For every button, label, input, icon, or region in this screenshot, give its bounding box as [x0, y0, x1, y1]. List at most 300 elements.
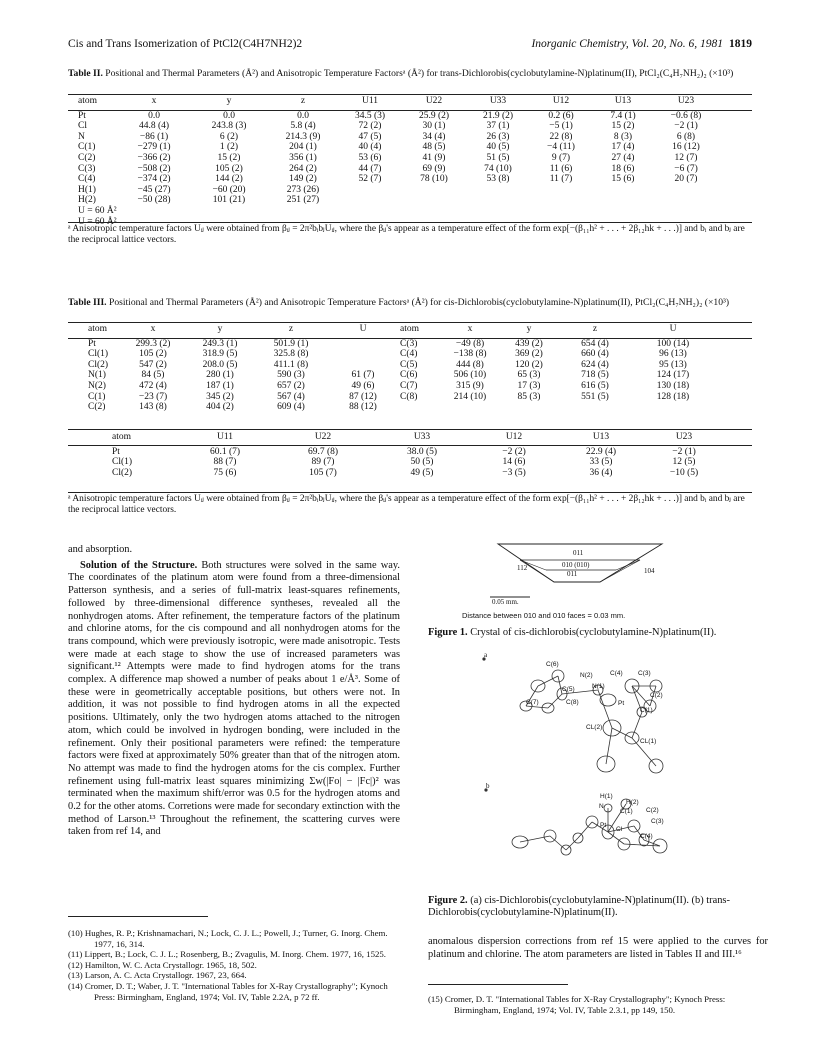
table2-cell: 72 (2) [358, 121, 382, 132]
table3-aniso-cell: 60.1 (7) [209, 446, 241, 457]
table2-cell [592, 195, 654, 206]
table3-cell: 501.9 (1) [273, 338, 309, 349]
table2-cell [592, 185, 654, 196]
table3-row [88, 360, 718, 371]
table3-top-rule [68, 322, 752, 323]
table2-row [78, 164, 718, 175]
table2-cell: 15 (2) [611, 121, 635, 132]
table3-cell: 130 (18) [656, 380, 690, 391]
table3-cell: 249.3 (1) [202, 338, 238, 349]
table2-cell: 0.0 [297, 110, 309, 121]
table3-cell: −23 (7) [138, 391, 168, 402]
table2-cell: 149 (2) [289, 174, 317, 185]
table2-cell: 16 (12) [672, 142, 700, 153]
table3-col-header: atom [400, 324, 419, 334]
table3-cell: Cl(2) [88, 359, 109, 370]
table3-cell: 404 (2) [206, 402, 234, 413]
figure1-caption [428, 627, 768, 639]
table3-cell: 547 (2) [139, 359, 167, 370]
reference-item: (15) Cromer, D. T. "International Tables for X-Ray Crystallography"; Kynoch Press: Birmingham, England, 1974; Vol. IV, Table 2.3.1, pp 149, 150. [428, 994, 726, 1015]
table2-cell: 26 (3) [486, 131, 510, 142]
table3-cell [400, 402, 444, 413]
table3-cell: 96 (13) [659, 349, 687, 360]
table3-cell: 567 (4) [277, 391, 305, 402]
face-label-104: 104 [644, 567, 655, 575]
table3-cell: 654 (4) [581, 338, 609, 349]
table2-cell: −279 (1) [137, 142, 171, 153]
table3-row [88, 392, 718, 403]
table2-top-rule [68, 94, 752, 95]
table2-row [78, 132, 718, 143]
table2-cell: 243.8 (3) [211, 121, 247, 132]
page-number: 1819 [729, 38, 752, 50]
table2-cell: H(2) [78, 195, 96, 206]
table2-cell: 44 (7) [358, 163, 382, 174]
table3-col-header: z [288, 324, 294, 334]
table3-aniso-cell: 105 (7) [309, 467, 337, 478]
table3-aniso-cell: Pt [112, 446, 120, 457]
table3-cell: 299.3 (2) [135, 338, 171, 349]
atom-label: C(5) [562, 686, 575, 693]
table3-footnote: ᵃ Anisotropic temperature factors Uᵢⱼ were obtained from βᵢⱼ = 2π²bᵢbⱼUᵢⱼ, where the βᵢⱼ's appear as a temperature effect of the form exp[−(β₁₁h² + . . . + 2β₁₂hk + . . .)] and bᵢ and bⱼ are the reciprocal lattice vectors. [68, 494, 745, 516]
table3-aniso-cell: Cl(1) [112, 457, 133, 468]
table2-row [78, 153, 718, 164]
table3-cell: 472 (4) [139, 380, 167, 391]
table3-cell: 411.1 (8) [273, 359, 309, 370]
atom-label: H(2) [626, 799, 639, 806]
references-left [68, 928, 400, 1002]
table2-cell: C(4) [78, 174, 96, 185]
table2-row [78, 121, 718, 132]
table2-cell: 0.2 (6) [548, 110, 574, 121]
figure2-title: (a) cis-Dichlorobis(cyclobutylamine-N)platinum(II). (b) trans-Dichlorobis(cyclobutylamine-N)platinum(II). [428, 895, 730, 919]
table2-row [78, 174, 718, 185]
table3-col-header: y [526, 324, 532, 334]
table3-cell: 444 (8) [456, 359, 484, 370]
table3-cell: C(7) [400, 380, 418, 391]
table2-cell: 78 (10) [420, 174, 448, 185]
table3-aniso-col-header: U12 [505, 432, 523, 442]
table3-aniso-cell: 14 (6) [502, 457, 526, 468]
figure1-title: Crystal of cis-dichlorobis(cyclobutylamine-N)platinum(II). [470, 627, 717, 638]
table2-cell: −366 (2) [137, 152, 171, 163]
table2-col-header: U23 [677, 96, 695, 106]
table3-cell: 624 (4) [581, 359, 609, 370]
table2-col-header: U12 [552, 96, 570, 106]
table3-cell: C(1) [88, 391, 106, 402]
table2-bottom-rule [68, 222, 752, 223]
table2-cell: 25.9 (2) [418, 110, 450, 121]
atom-label: C(6) [546, 661, 559, 668]
table2-col-header: atom [78, 96, 97, 106]
table3-cell: 84 (5) [141, 370, 165, 381]
table2-cell: 34 (4) [422, 131, 446, 142]
table3-aniso-col-header: U13 [592, 432, 610, 442]
table2-cell: 34.5 (3) [354, 110, 386, 121]
table2-cell: 11 (6) [549, 163, 573, 174]
table2-title: Positional and Thermal Parameters (Å²) and Anisotropic Temperature Factorsᵃ (Å²) for trans-Dichlorobis(cyclobutylamine-N)platinum(II), PtCl₂(C₄H₇NH₂)₂ (×10³) [105, 68, 734, 79]
reference-item: (12) Hamilton, W. C. Acta Crystallogr. 1965, 18, 502. [68, 959, 257, 970]
table2-cell: 251 (27) [286, 195, 320, 206]
table2-cell: 144 (2) [215, 174, 243, 185]
table2-cell: 264 (2) [289, 163, 317, 174]
atom-label: C(4) [640, 833, 653, 840]
table2-col-header: U13 [614, 96, 632, 106]
table3-cell: 120 (2) [515, 359, 543, 370]
table3-cell: 65 (3) [517, 370, 541, 381]
atom-label: Pt [618, 700, 625, 707]
table3-cell: 87 (12) [349, 391, 377, 402]
figure2-panel-b: b [486, 782, 490, 790]
table2-cell: 6 (2) [219, 131, 239, 142]
table2-cell: 21.9 (2) [482, 110, 514, 121]
table2-caption [68, 68, 758, 80]
table3-cell [562, 402, 628, 413]
table2-cell: 0.0 [148, 110, 160, 121]
table3-row [88, 381, 718, 392]
table3-aniso-row [112, 447, 722, 458]
table3-cell [496, 402, 562, 413]
table2-cell: 69 (9) [422, 163, 446, 174]
table3-cell: 143 (8) [139, 402, 167, 413]
table3-cell: 718 (5) [581, 370, 609, 381]
atom-label: C(7) [526, 699, 539, 706]
table2-cell [530, 185, 592, 196]
face-label-112: 112 [517, 564, 528, 572]
table2-cell: 41 (9) [422, 152, 446, 163]
table2-cell: −4 (11) [547, 142, 575, 153]
table2-cell [402, 195, 466, 206]
table2-col-header: z [300, 96, 306, 106]
table3-cell [628, 402, 718, 413]
table3-cell: 345 (2) [206, 391, 234, 402]
table3-cell: 187 (1) [206, 380, 234, 391]
table3-cell: 124 (17) [656, 370, 690, 381]
table2-cell: 12 (7) [674, 152, 698, 163]
table3-cell: N(2) [88, 380, 106, 391]
table3-cell: 214 (10) [453, 391, 487, 402]
table2-row [78, 142, 718, 153]
table3-cell: 280 (1) [206, 370, 234, 381]
table2-cell: Cl [78, 121, 87, 132]
table2-row [78, 111, 718, 122]
table2-cell [338, 195, 402, 206]
table2-cell: −508 (2) [137, 163, 171, 174]
table2-cell: Pt [78, 110, 86, 121]
table2-cell: N [78, 131, 85, 142]
table2-cell: 47 (5) [358, 131, 382, 142]
table3-cell: 551 (5) [581, 391, 609, 402]
table2-cell: 30 (1) [422, 121, 446, 132]
table3-aniso-col-header: U11 [216, 432, 233, 442]
table2-cell: C(1) [78, 142, 96, 153]
table3-cell: C(5) [400, 359, 418, 370]
table3-aniso-col-header: atom [112, 432, 131, 442]
figure1-label: Figure 1. [428, 627, 468, 638]
table2-cell: 7.4 (1) [610, 110, 636, 121]
table2-cell: 40 (4) [358, 142, 382, 153]
table2-col-header: x [151, 96, 157, 106]
journal-name: Inorganic Chemistry, Vol. 20, No. 6, 1981 [531, 38, 723, 50]
figure2-label: Figure 2. [428, 895, 468, 906]
table3-col-header: U [359, 324, 367, 334]
table2-cell: −86 (1) [139, 131, 169, 142]
table3-aniso-cell: 69.7 (8) [307, 446, 339, 457]
table2-header-row [78, 96, 718, 107]
table2-cell: 105 (2) [215, 163, 243, 174]
table2-cell [530, 195, 592, 206]
journal-citation [531, 38, 752, 50]
table3-cell: Cl(1) [88, 349, 109, 360]
paragraph-absorption: and absorption. [68, 544, 133, 555]
table3-aniso-col-header: U33 [413, 432, 431, 442]
atom-label: C(3) [638, 670, 651, 677]
table2-row [78, 185, 718, 196]
table2-cell: 53 (8) [486, 174, 510, 185]
table3-aniso-row [112, 457, 722, 468]
table3-cell: 657 (2) [277, 380, 305, 391]
table3-cell: 85 (3) [517, 391, 541, 402]
table3-cell: 660 (4) [581, 349, 609, 360]
atom-label: C(2) [646, 807, 659, 814]
table3-aniso-col-header: U22 [314, 432, 332, 442]
table3-aniso-cell: 75 (6) [213, 467, 237, 478]
table2-cell: 6 (8) [676, 131, 696, 142]
table3-aniso-cell: 49 (5) [410, 467, 434, 478]
table3-cell: 49 (6) [351, 380, 375, 391]
table3-cell [326, 339, 400, 350]
ortep-svg [480, 654, 730, 874]
table2-cell: H(1) [78, 184, 96, 195]
atom-label: CL(1) [640, 738, 657, 745]
running-header [68, 38, 752, 54]
table2-cell: 40 (5) [486, 142, 510, 153]
reference-item: (10) Hughes, R. P.; Krishnamachari, N.; Lock, C. J. L.; Powell, J.; Turner, G. Inorg. Chem. 1977, 16, 314. [68, 928, 388, 949]
table3-cell: −138 (8) [453, 349, 487, 360]
atom-label: H(1) [600, 793, 613, 800]
table2-cell: 52 (7) [358, 174, 382, 185]
table3-cell: 369 (2) [515, 349, 543, 360]
atom-label: C(3) [651, 818, 664, 825]
table3-cell: 609 (4) [277, 402, 305, 413]
table3-aniso-cell: 36 (4) [589, 467, 613, 478]
ortep-b [485, 789, 667, 855]
reference-item: (11) Lippert, B.; Lock, C. J. L.; Rosenberg, B.; Zvagulis, M. Inorg. Chem. 1977, 16, 1525. [68, 949, 386, 960]
table2-cell [466, 185, 530, 196]
reference-item: (13) Larson, A. C. Acta Crystallogr. 1967, 23, 664. [68, 970, 247, 981]
table3-col-header: x [467, 324, 473, 334]
table2-cell: 53 (6) [358, 152, 382, 163]
table3-aniso-cell: 33 (5) [589, 457, 613, 468]
table3-cell: 128 (18) [656, 391, 690, 402]
body-text-left [68, 544, 400, 839]
table3-aniso-cell: 89 (7) [311, 457, 335, 468]
figure2-molecular-drawings [480, 654, 730, 874]
table3-row [88, 349, 718, 360]
solution-text: Both structures were solved in the same way. The coordinates of the platinum atom were found from a three-dimensional Patterson synthesis, and a series of full-matrix least-squares refinements, followed by three-dimensional difference syntheses, revealed all the nonhydrogen atoms. After refinement, the temperature factors of the platinum and chlorine atoms, for the cis compound and all nonhydrogen atoms for the trans compound, which were previously isotropic, were made anisotropic. Tests were made at each stage to show the use of increased parameters was significant.¹² Attempts were made to find hydrogen atoms for the trans complex. A difference map showed a number of peaks about 1 e/Å³. Some of these were in geometrically acceptable positions, but others were not. In addition, it was not possible to find hydrogen atoms in all the expected positions. Ultimately, only the two hydrogen atoms attached to the nitrogen atom, which could be involved in hydrogen bonding, were included in the refinement. Only their positional parameters were refined: the temperature factors were fixed at approximately 50% greater than that of the nitrogen atom. No attempt was made to find the hydrogen atoms for the cis complex. Further refinement using full-matrix least squares minimizing Σw(|Fo| − |Fc|)² was terminated when the maximum shift/error was 0.5 for the hydrogen atoms and 0.2 for the other atoms. Corretions were made for secondary extinction with the method of Larson.¹³ Throughout the refinement, the scattering curves were taken from ref 14, and [68, 559, 401, 838]
table2-col-header: U33 [489, 96, 507, 106]
table2-cell: 5.8 (4) [290, 121, 316, 132]
table3-cell: 208.0 (5) [202, 359, 238, 370]
table2-col-header: U22 [425, 96, 443, 106]
table3-col-header: atom [88, 324, 107, 334]
table3-aniso-header-rule [68, 445, 752, 446]
table2-extra-cell: U = 60 Å² [78, 216, 117, 227]
atom-label: N [599, 803, 604, 810]
table3-aniso-cell: 50 (5) [410, 457, 434, 468]
table3-cell: C(3) [400, 338, 418, 349]
table2-cell: 27 (4) [611, 152, 635, 163]
table3-header-row [88, 324, 718, 335]
table2-cell: −5 (1) [549, 121, 573, 132]
table2-cell: 214.3 (9) [285, 131, 321, 142]
table3-cell: 105 (2) [139, 349, 167, 360]
table2-cell: 9 (7) [551, 152, 571, 163]
table3-cell: −49 (8) [455, 338, 485, 349]
atom-label: Cl [616, 826, 623, 833]
table3-aniso-cell: −3 (5) [502, 467, 526, 478]
paragraph-solution [68, 560, 400, 839]
table3-title: Positional and Thermal Parameters (Å²) and Anisotropic Temperature Factorsᵃ (Å²) for cis-Dichlorobis(cyclobutylamine-N)platinum(II), PtCl₂(C₄H₇NH₂)₂ (×10³) [108, 297, 730, 308]
table3-cell: 318.9 (5) [202, 349, 238, 360]
table2-cell: −45 (27) [137, 184, 171, 195]
paragraph-anomalous-dispersion: anomalous dispersion corrections from ref 15 were applied to the curves for platinum and chlorine. The atom parameters are listed in Tables II and III.¹⁶ [428, 936, 768, 960]
atom-label: N(2) [580, 672, 593, 679]
table2-extra-row [78, 206, 718, 217]
table3-aniso-cell: −10 (5) [669, 467, 699, 478]
table2 [78, 96, 718, 227]
figure2-caption [428, 895, 768, 920]
table2-cell [654, 195, 718, 206]
scale-bar-label: 0.05 mm. [492, 598, 519, 606]
face-label-010: 010 (010) [562, 561, 590, 569]
table2-cell [338, 185, 402, 196]
table2-cell: 18 (6) [611, 163, 635, 174]
atom-label: C(1) [620, 808, 633, 815]
references-rule-right [428, 984, 568, 985]
table3-cell: 61 (7) [351, 370, 375, 381]
table2-cell: 20 (7) [674, 174, 698, 185]
table3-cell: Pt [88, 338, 96, 349]
table2-cell: 0.0 [223, 110, 235, 121]
table2-cell: 22 (8) [549, 131, 573, 142]
table2-cell: 74 (10) [484, 163, 512, 174]
table2-cell: −50 (28) [137, 195, 171, 206]
table2-cell [466, 195, 530, 206]
table2-col-header: y [226, 96, 232, 106]
table2-header-rule [68, 110, 752, 111]
table3-cell: 439 (2) [515, 338, 543, 349]
table3-aniso-row [112, 468, 722, 479]
table2-cell [402, 185, 466, 196]
atom-label: N(1) [592, 683, 605, 690]
table3-cell [326, 360, 400, 371]
table3-label: Table III. [68, 297, 107, 308]
table3-aniso-cell: −2 (2) [502, 446, 526, 457]
table2-cell: 1 (2) [219, 142, 239, 153]
figure2-panel-a: a [484, 651, 488, 659]
table3-cell: C(8) [400, 391, 418, 402]
table3-cell [444, 402, 496, 413]
atom-label: C(1) [640, 707, 653, 714]
table3-aniso-cell: 12 (5) [672, 457, 696, 468]
table2-row [78, 195, 718, 206]
table3-header-rule [68, 338, 752, 339]
references-right [428, 994, 768, 1015]
table3-cell: 325.8 (8) [273, 349, 309, 360]
table3-col-header: U [669, 324, 677, 334]
reference-item: (14) Cromer, D. T.; Waber, J. T. "International Tables for X-Ray Crystallography"; Kynoch Press: Birmingham, England, 1974; Vol. IV, Table 2.2A, p 72 ff. [68, 980, 388, 1002]
table3-aniso-cell: −2 (1) [672, 446, 696, 457]
table3-aniso-cell: 38.0 (5) [406, 446, 438, 457]
table3-row [88, 339, 718, 350]
table3-cell: 616 (5) [581, 380, 609, 391]
table2-cell: 37 (1) [486, 121, 510, 132]
table2-cell: 48 (5) [422, 142, 446, 153]
atom-label: C(8) [566, 699, 579, 706]
table3-row [88, 370, 718, 381]
table3-mid-rule [68, 429, 752, 430]
article-title-header: Cis and Trans Isomerization of PtCl2(C4H7NH2)2 [68, 38, 303, 50]
table3-anisotropic [112, 432, 722, 478]
table3-aniso-col-header: U23 [675, 432, 693, 442]
table2-footnote: ᵃ Anisotropic temperature factors Uᵢⱼ were obtained from βᵢⱼ = 2π²bᵢbⱼUᵢⱼ, where the βᵢⱼ's appear as a temperature effect of the form exp[−(β₁₁h² + . . . + 2β₁₂hk + . . .)] and bᵢ and bⱼ are the reciprocal lattice vectors. [68, 224, 745, 246]
table3-cell [326, 349, 400, 360]
section-heading-solution: Solution of the Structure. [80, 559, 198, 571]
table3-aniso-header-row [112, 432, 722, 443]
table3-aniso-cell: 88 (7) [213, 457, 237, 468]
table3-cell: 88 (12) [349, 402, 377, 413]
table2-cell: 15 (6) [611, 174, 635, 185]
table3-cell: C(6) [400, 370, 418, 381]
table2-cell: 273 (26) [286, 184, 320, 195]
references-rule-left [68, 916, 208, 917]
table2-cell [654, 185, 718, 196]
table2-cell: 356 (1) [289, 152, 317, 163]
table3-aniso-cell: 22.9 (4) [585, 446, 617, 457]
atom-label: C(4) [610, 670, 623, 677]
table2-cell: −2 (1) [674, 121, 698, 132]
body-text-right [428, 936, 768, 961]
table2-cell: −6 (7) [674, 163, 698, 174]
table2-cell: 101 (21) [212, 195, 246, 206]
table3-cell: 590 (3) [277, 370, 305, 381]
table3-cell: 95 (13) [659, 359, 687, 370]
table3-caption [68, 297, 758, 309]
table3-cell: 315 (9) [456, 380, 484, 391]
table2-col-header: U11 [361, 96, 378, 106]
table2-cell: 44.8 (4) [138, 121, 170, 132]
table3-bottom-rule [68, 492, 752, 493]
table3-col-header: x [150, 324, 156, 334]
distance-note: Distance between 010 and 010 faces = 0.03 mm. [462, 611, 626, 620]
table3-cell: C(4) [400, 349, 418, 360]
table2-cell: −60 (20) [212, 184, 246, 195]
table3-row [88, 402, 718, 413]
table2-cell: 204 (1) [289, 142, 317, 153]
table2-extra-cell: U = 60 Å² [78, 205, 117, 216]
table2-cell: C(3) [78, 163, 96, 174]
table3-cell: N(1) [88, 370, 106, 381]
table2-cell: 51 (5) [486, 152, 510, 163]
table3-cell: 100 (14) [656, 338, 690, 349]
table3-cell: C(2) [88, 402, 106, 413]
atom-label: CL(2) [586, 724, 603, 731]
table3-cell: 17 (3) [517, 380, 541, 391]
table2-cell: 15 (2) [217, 152, 241, 163]
table3-col-header: z [592, 324, 598, 334]
table2-cell: −374 (2) [137, 174, 171, 185]
